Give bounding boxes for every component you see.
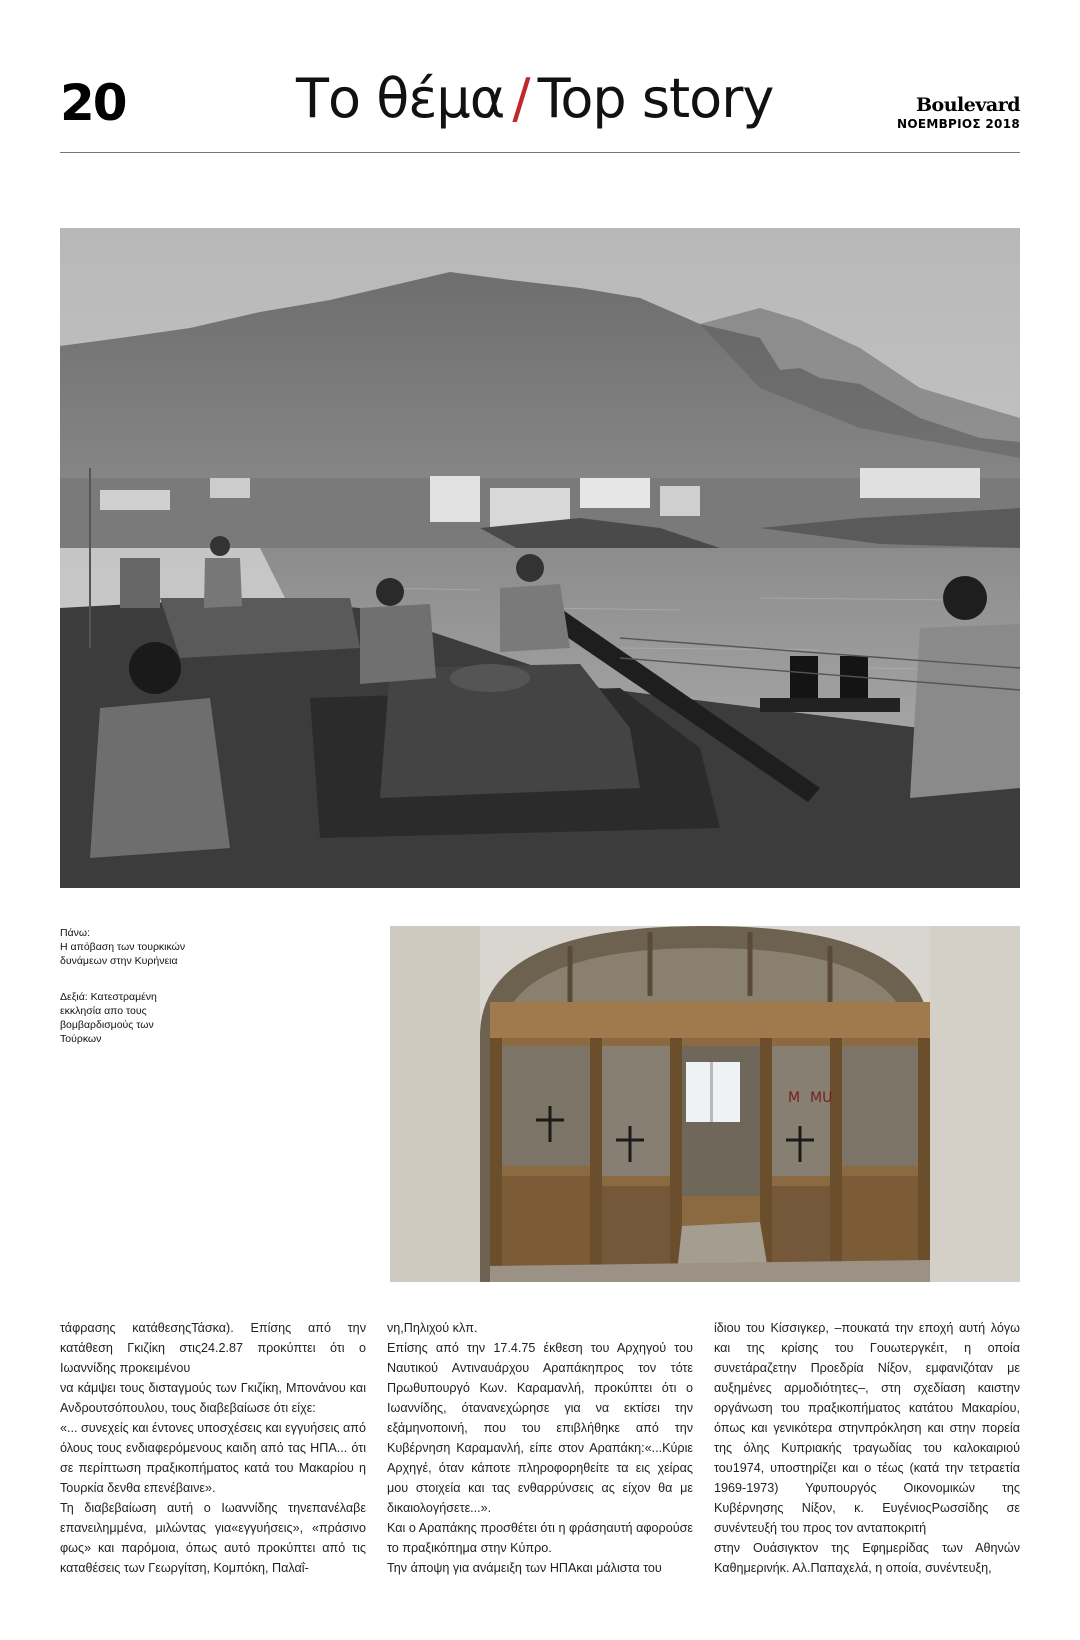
paragraph: Επίσης από την 17.4.75 έκθεση του Αρχηγού του Ναυτικού Αντιναυάρχου Αραπάκηπρος τον τότε Πρωθυπουργό Κων. Καραμανλή, προκύπτει ότι ο Ιωαννίδης, ότανανεχώρησε για να εκτίσει την εξάμηνοποινή, που του επιβλήθηκε από την Κυβέρνηση Καραμανλή, είπε στον Αραπάκη:«...Κύριε Αρχηγέ, όταν κάποτε πληροφορηθείτε τα εις χείρας μου στοιχεία και τας ενθαρρύνσεις ας είχον θα με δικαιολογήσετε...». xyxy=(387,1341,693,1515)
masthead xyxy=(897,96,1020,131)
paragraph: «... συνεχείς και έντονες υποσχέσεις και εγγυήσεις από όλους τους ενδιαφερόμενους καιδη από τας ΗΠΑ... ότι σε περίπτωση πραξικοπήματος κατά του Μακαρίου η Τουρκία δενθα επενέβαινε». xyxy=(60,1421,366,1495)
paragraph: Και ο Αραπάκης προσθέτει ότι η φράσηαυτή αφορούσε το πραξικόπημα στην Κύπρο. xyxy=(387,1521,693,1555)
section-title-greek: Το θέμα xyxy=(296,67,505,130)
paragraph: τάφρασης κατάθεσηςΤάσκα). Επίσης από την κατάθεση Γκιζίκη στις24.2.87 προκύπτει ότι ο Ιωαννίδης προκειμένου xyxy=(60,1321,366,1375)
masthead-issue-date: ΝΟΕΜΒΡΙΟΣ 2018 xyxy=(897,117,1020,131)
header-divider xyxy=(60,152,1020,153)
svg-text:M: M xyxy=(788,1090,801,1106)
caption-top-photo xyxy=(60,926,190,968)
paragraph: να κάμψει τους δισταγμούς των Γκιζίκη, Μπονάνου και Ανδρουτσόπουλου, τους διαβεβαίωσε ότι είχε: xyxy=(60,1381,366,1415)
article-column-2 xyxy=(387,1318,693,1578)
church-photo xyxy=(390,926,1020,1282)
caption-church-photo: Δεξιά: Κατεστραμένη εκκλησία απο τους βομβαρδισμούς των Τούρκων xyxy=(60,991,157,1045)
svg-text:MU: MU xyxy=(810,1090,833,1106)
paragraph: Τη διαβεβαίωση αυτή ο Ιωαννίδης τηνεπανέλαβε επανειλημμένα, μιλώντας για«εγγυήσεις», «πράσινο φως» και παρόμοια, όπως αυτό προκύπτει από τις καταθέσεις των Γεωργίτση, Κομπόκη, Παλαΐ- xyxy=(60,1501,366,1575)
landing-photo xyxy=(60,228,1020,888)
article-column-3 xyxy=(714,1318,1020,1578)
article-column-1 xyxy=(60,1318,366,1578)
caption-top-text: Η απόβαση των τουρκικών δυνάμεων στην Κυρήνεια xyxy=(60,941,186,967)
section-title-english: Top story xyxy=(537,67,774,130)
section-title xyxy=(296,67,774,130)
caption-top-label: Πάνω: xyxy=(60,927,91,939)
paragraph: νη,Πηλιχού κλπ. xyxy=(387,1321,478,1335)
masthead-brand: Boulevard xyxy=(916,94,1020,116)
church-photo-illustration xyxy=(390,926,1020,1282)
paragraph: Την άποψη για ανάμειξη των ΗΠΑκαι μάλιστα του xyxy=(387,1561,662,1575)
paragraph: ίδιου του Κίσσιγκερ, –πουκατά την εποχή αυτή λόγω και της κρίσης του Γουωτεργκέιτ, η οποία συνετάραζετην Προεδρία Νίξον, εμφανιζόταν με αυξημένες αρμοδιότητες–, στη σχεδίαση καιστην οργάνωση του πραξικοπήματος κατάτου Μακαρίου, όπως και γενικότερα στηνπρόκληση και στην πορεία της όλης Κυπριακής τραγωδίας του καλοκαιριού του1974, υποστηρίζει και ο τέως (κατά την τετραετία 1969-1973) Υφυπουργός Οικονομικών της Κυβέρνησης Νίξον, κ. ΕυγένιοςΡωσσίδης σε συνέντευξή του προς τον ανταποκριτή xyxy=(714,1321,1020,1535)
page-number: 20 xyxy=(60,74,126,132)
landing-photo-illustration xyxy=(60,228,1020,888)
paragraph: στην Ουάσιγκτον της Εφημερίδας των Αθηνών Καθημερινήκ. Αλ.Παπαχελά, η οποία, συνέντευξη, xyxy=(714,1541,1020,1575)
section-title-separator: / xyxy=(512,67,530,130)
